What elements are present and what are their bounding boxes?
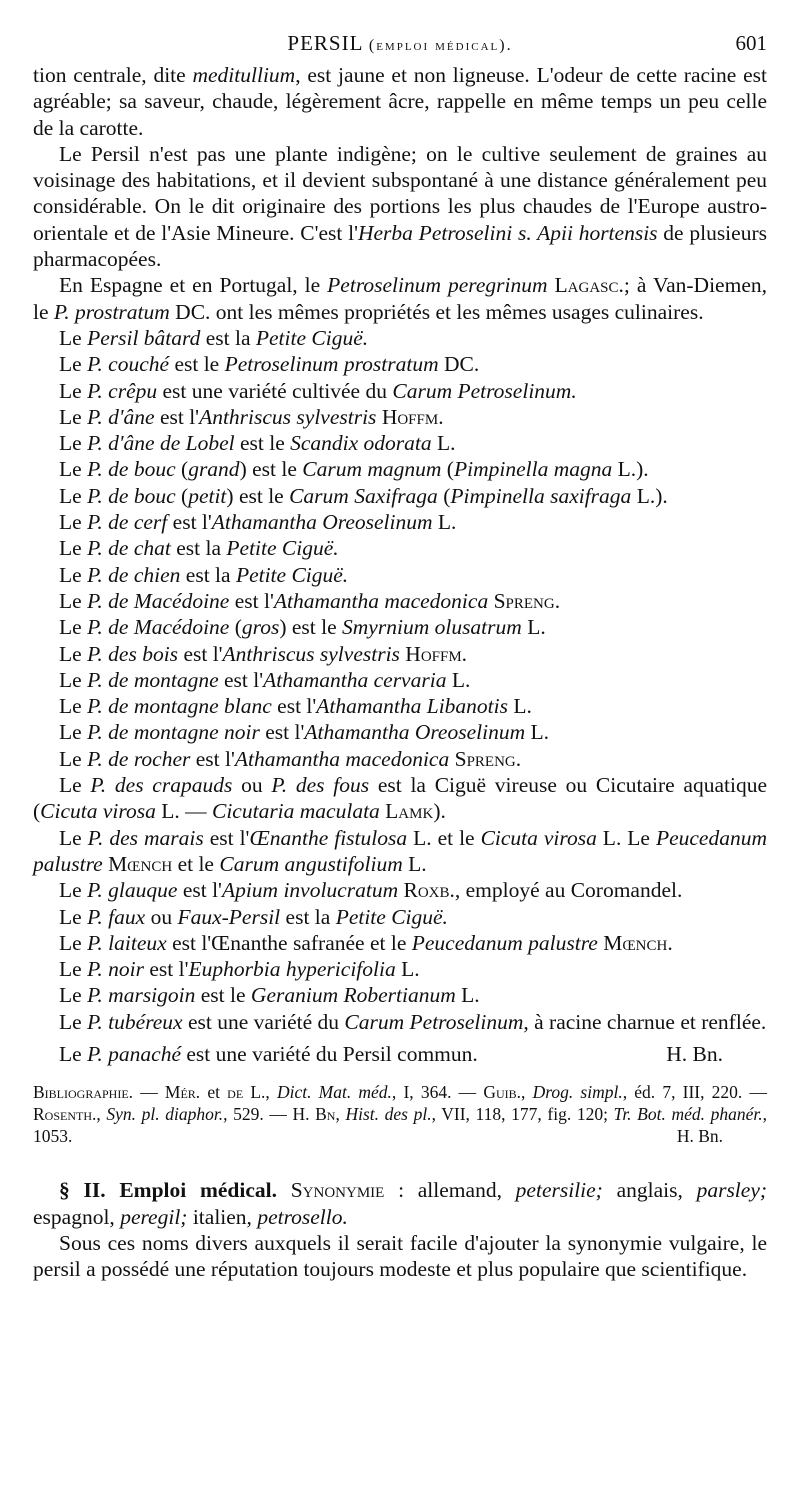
italic-text: gros	[241, 615, 280, 640]
text-run	[548, 273, 555, 297]
text-run: est l'	[154, 404, 200, 429]
text-run: L. —	[155, 799, 212, 824]
italic-text: P. de Macédoine	[87, 615, 230, 640]
bibliography	[33, 1081, 767, 1147]
text-run: Le	[59, 825, 88, 850]
text-run: , 529. — H.	[223, 1104, 316, 1125]
italic-text: Scandix odorata	[290, 431, 432, 456]
italic-text: P. crêpu	[87, 378, 158, 403]
italic-text: Persil bâtard	[87, 325, 201, 350]
text-run: est le	[234, 431, 291, 456]
italic-text: peregil;	[120, 1204, 188, 1229]
text-run: L.	[431, 431, 456, 456]
italic-text: Carum Petroselinum	[344, 1009, 524, 1034]
small-caps-text: Spreng.	[493, 588, 561, 613]
paragraph	[33, 535, 767, 561]
text-run: est une variété du Persil commun.	[181, 1041, 478, 1066]
italic-text: P. faux	[87, 904, 146, 929]
running-title-sub: (emploi médical).	[368, 37, 513, 54]
italic-text: petrosello.	[257, 1204, 348, 1229]
paragraph	[33, 272, 767, 325]
italic-text: P. tubéreux	[87, 1009, 183, 1034]
text-run: L.	[446, 667, 471, 692]
text-run: L.	[455, 983, 480, 1008]
text-run: Le	[59, 510, 88, 535]
italic-text: Apium involucratum	[221, 878, 399, 903]
italic-text: Herba Petroselini s. Apii hortensis	[357, 220, 658, 245]
italic-text: meditullium	[192, 63, 296, 87]
text-run: est l'Œnanthe safranée et le	[166, 930, 412, 955]
italic-text: Carum angustifolium	[219, 851, 403, 876]
text-run: Le	[59, 1041, 88, 1066]
paragraph	[33, 877, 767, 903]
text-run: (	[441, 457, 454, 482]
italic-text: P. d'âne	[87, 404, 155, 429]
italic-text: P. de montagne blanc	[87, 694, 272, 719]
text-run: L.	[432, 510, 457, 535]
text-run: Le	[59, 588, 88, 613]
paragraph-list	[33, 62, 767, 1035]
text-run: anglais,	[602, 1178, 697, 1203]
paragraph	[33, 325, 767, 351]
text-run: Le	[59, 352, 88, 377]
text-run: (	[437, 483, 451, 508]
italic-text: Athamantha Oreoselinum	[211, 510, 433, 535]
italic-text: Pimpinella saxifraga	[450, 483, 632, 508]
italic-text: Dict. Mat. méd.	[276, 1082, 392, 1103]
italic-text: P. de Macédoine	[87, 588, 230, 613]
text-run: DC.	[438, 352, 480, 377]
text-run: ) est le	[239, 457, 303, 482]
text-run: est le	[169, 352, 225, 377]
italic-text: Athamantha Oreoselinum	[304, 720, 526, 745]
italic-text: Petite Ciguë.	[255, 325, 369, 350]
paragraph	[33, 693, 767, 719]
paragraph	[33, 562, 767, 588]
paragraph	[33, 614, 767, 640]
running-title	[33, 28, 767, 61]
section-number: § II.	[59, 1178, 106, 1203]
small-caps-text: Guib.	[483, 1082, 522, 1103]
italic-text: P. laiteux	[87, 930, 167, 955]
text-run: est la Ciguë vireuse ou Cicutaire aquatique (	[33, 773, 767, 824]
text-run: L.	[402, 851, 427, 876]
text-run: est l'	[167, 510, 212, 535]
italic-text: Carum magnum	[302, 457, 442, 482]
paragraph	[33, 641, 767, 667]
text-run: (	[175, 457, 189, 482]
text-run: est l'	[177, 878, 222, 903]
paragraph	[33, 378, 767, 404]
italic-text: P. noir	[87, 957, 145, 982]
italic-text: Athamantha macedonica	[234, 746, 450, 771]
text-run: est l'	[218, 667, 264, 692]
text-run: et	[200, 1082, 228, 1103]
text-run: Le	[59, 904, 88, 929]
paragraph	[33, 141, 767, 272]
italic-text: Petroselinum peregrinum	[327, 273, 548, 298]
text-run: est l'	[178, 641, 223, 666]
text-run: (	[175, 483, 189, 508]
italic-text: parsley;	[696, 1178, 768, 1203]
section-heading	[33, 1177, 767, 1230]
italic-text: Carum Petroselinum.	[392, 378, 577, 403]
italic-text: Pimpinella magna	[453, 457, 613, 482]
text-run: Le	[59, 878, 88, 903]
paragraph	[33, 930, 767, 956]
text-run: —	[133, 1082, 165, 1103]
text-run: tion centrale, dite	[33, 63, 193, 87]
italic-text: P. prostratum	[53, 299, 170, 324]
text-run: L.	[525, 720, 549, 745]
section-title: Emploi médical.	[119, 1178, 277, 1203]
paragraph	[33, 351, 767, 377]
italic-text: Hist. des pl.	[345, 1104, 432, 1125]
body-text	[33, 62, 767, 1282]
text-run: est une variété du	[182, 1009, 345, 1034]
text-run: L.	[395, 957, 420, 982]
italic-text: Petite Ciguë.	[335, 904, 448, 929]
text-run: ou	[145, 904, 178, 929]
text-run: , éd. 7, III, 220. —	[622, 1082, 767, 1103]
small-caps-text: Lamk	[385, 799, 434, 824]
text-run: est l'	[203, 825, 250, 850]
text-run: ) est le	[279, 615, 343, 640]
small-caps-text: Spreng.	[454, 746, 522, 771]
italic-text: Faux-Persil	[177, 904, 281, 929]
text-run: Le	[59, 1009, 88, 1034]
text-run: Le	[59, 615, 88, 640]
text-run: ) est le	[226, 483, 290, 508]
italic-text: Athamantha macedonica	[273, 588, 489, 613]
italic-text: Athamantha cervaria	[263, 667, 447, 692]
text-run	[277, 1178, 291, 1202]
text-run: et le	[172, 851, 220, 876]
small-caps-text: Hoffm.	[381, 404, 444, 429]
italic-text: P. de montagne noir	[87, 720, 260, 745]
paragraph	[33, 588, 767, 614]
text-run: est l'	[144, 957, 189, 982]
paragraph	[33, 404, 767, 430]
small-caps-text: de	[227, 1082, 244, 1103]
paragraph	[33, 667, 767, 693]
running-title-main: PERSIL	[287, 31, 363, 55]
paragraph	[33, 509, 767, 535]
text-run: DC. ont les mêmes propriétés et les mêmes usages culinaires.	[169, 299, 704, 324]
small-caps-text: Rosenth.	[33, 1104, 97, 1125]
text-run: est l'	[190, 746, 235, 771]
italic-text: P. des marais	[87, 825, 204, 850]
italic-text: P. de chat	[87, 536, 171, 561]
small-caps-text: Roxb.	[403, 878, 455, 903]
text-run: est le	[195, 983, 251, 1008]
text-run: Le	[59, 720, 88, 745]
italic-text: P. de cerf	[87, 510, 168, 535]
text-run: est la	[170, 536, 227, 561]
text-run: ,	[335, 1104, 346, 1125]
paragraph	[33, 483, 767, 509]
italic-text: petersilie;	[515, 1178, 603, 1203]
text-run: italien,	[187, 1204, 258, 1229]
paragraph	[33, 772, 767, 825]
italic-text: P. couché	[87, 352, 170, 377]
article-signature: H. Bn.	[666, 1041, 723, 1066]
italic-text: Tr. Bot. méd. phanér.	[613, 1104, 763, 1125]
text-run: L.	[508, 694, 532, 719]
paragraph	[33, 982, 767, 1008]
text-run: , 1053.	[33, 1104, 768, 1147]
text-run: Le	[59, 483, 88, 508]
text-run: est la	[180, 562, 236, 587]
last-entry-text	[59, 1041, 478, 1067]
last-entry-line	[33, 1041, 767, 1067]
text-run: Le	[59, 930, 88, 955]
italic-text: Euphorbia hypericifolia	[188, 957, 396, 982]
text-run: Le	[59, 983, 88, 1008]
italic-text: P. des fous	[271, 773, 370, 798]
text-run: L.	[521, 615, 546, 640]
text-run: ,	[521, 1082, 533, 1103]
text-run: L.).	[631, 483, 668, 508]
text-run: Le	[59, 431, 88, 456]
italic-text: Petroselinum prostratum	[224, 352, 439, 377]
small-caps-text: Mœnch	[108, 851, 173, 876]
paragraph	[33, 825, 767, 878]
text-run: L. Le	[596, 825, 656, 850]
text-run: Le	[59, 694, 88, 719]
italic-text: Peucedanum palustre	[411, 930, 598, 955]
bibliography-signature: H. Bn.	[676, 1126, 723, 1147]
italic-text: P. de bouc	[87, 483, 176, 508]
text-run: Le	[59, 536, 88, 561]
text-run: est la	[200, 325, 256, 350]
italic-text: P. de bouc	[87, 457, 176, 482]
italic-text: petit	[188, 483, 227, 508]
italic-text: Anthriscus sylvestris	[222, 641, 400, 666]
italic-text: Cicuta virosa	[480, 825, 597, 850]
text-run: L. et le	[407, 825, 481, 850]
text-run: Le	[59, 562, 88, 587]
text-run: est l'	[271, 694, 317, 719]
italic-text: P. des bois	[87, 641, 179, 666]
text-run: : allemand,	[384, 1178, 516, 1203]
paragraph	[33, 904, 767, 930]
italic-text: Carum Saxifraga	[289, 483, 438, 508]
text-run: est l'	[259, 720, 305, 745]
small-caps-text: Mér.	[164, 1082, 201, 1103]
italic-text: Cicutaria maculata	[211, 799, 380, 824]
italic-text: Petite Ciguë.	[226, 536, 339, 561]
text-run: (	[229, 615, 242, 640]
text-run: Le	[59, 746, 88, 771]
text-run: ou	[232, 773, 272, 798]
paragraph	[33, 1009, 767, 1035]
section-emploi-medical	[33, 1177, 767, 1282]
small-caps-text: Hoffm.	[405, 641, 468, 666]
text-run: Le	[59, 957, 88, 982]
italic-text: Athamantha Libanotis	[316, 694, 508, 719]
text-run: Le	[59, 641, 88, 666]
italic-text: Smyrnium olusatrum	[342, 615, 522, 640]
small-caps-text: Lagasc.	[554, 273, 624, 298]
bibliography-text	[33, 1082, 767, 1146]
text-run: Le	[59, 667, 88, 692]
italic-text: grand	[188, 457, 240, 482]
italic-text: P. marsigoin	[87, 983, 196, 1008]
page-number: 601	[735, 31, 767, 55]
italic-text: P. de rocher	[87, 746, 191, 771]
italic-text: P. glauque	[87, 878, 178, 903]
paragraph	[33, 62, 767, 141]
italic-text: P. des crapauds	[90, 773, 233, 798]
text-run: , à racine charnue et renflée.	[523, 1009, 767, 1034]
italic-text: Drog. simpl.	[532, 1082, 623, 1103]
text-run: Le	[59, 404, 88, 429]
small-caps-text: Bn	[315, 1104, 336, 1125]
text-run: ; à Van-Diemen, le	[33, 273, 767, 324]
paragraph	[33, 746, 767, 772]
text-run: , I, 364. —	[391, 1082, 484, 1103]
text-run: , VII, 118, 177, fig. 120;	[431, 1104, 614, 1125]
small-caps-text: Synonymie	[290, 1178, 385, 1203]
text-run: , employé au Coromandel.	[454, 878, 683, 903]
running-head	[33, 28, 767, 58]
italic-text: Œnanthe fistulosa	[249, 825, 408, 850]
text-run: Le	[59, 378, 88, 403]
italic-text: Peucedanum palustre	[33, 825, 767, 876]
text-run: L.).	[612, 457, 649, 482]
small-caps-text: Bibliographie.	[33, 1082, 134, 1103]
text-run: de plusieurs pharmacopées.	[33, 220, 767, 272]
italic-text: P. de chien	[87, 562, 181, 587]
text-run: Le	[59, 325, 88, 350]
text-run: Le	[59, 457, 88, 482]
text-run: L.,	[243, 1082, 277, 1103]
paragraph	[33, 456, 767, 482]
italic-text: P. panaché	[87, 1041, 182, 1066]
italic-text: P. de montagne	[87, 667, 219, 692]
italic-text: Cicuta virosa	[40, 799, 156, 824]
italic-text: P. d'âne de Lobel	[87, 431, 235, 456]
text-run: est une variété cultivée du	[157, 378, 393, 403]
text-run: espagnol,	[33, 1204, 121, 1229]
paragraph	[33, 430, 767, 456]
text-run: En Espagne et en Portugal, le	[59, 273, 328, 298]
section-paragraph: Sous ces noms divers auxquels il serait facile d'ajouter la synonymie vulgaire, le persil a possédé une réputation toujours modeste et plus populaire que scientifique.	[33, 1230, 767, 1282]
text-run: , est jaune et non ligneuse. L'odeur de cette racine est agréable; sa saveur, chaude, légèrement âcre, rappelle en même temps un peu celle de la carotte.	[33, 63, 767, 140]
paragraph	[33, 719, 767, 745]
text-run: Le	[59, 773, 91, 798]
text-run: ).	[433, 799, 446, 824]
paragraph	[33, 956, 767, 982]
text-run: Le Persil n'est pas une plante indigène; on le cultive seulement de graines au voisinage des habitations, et il devient subspontané à une distance généralement peu considérable. On le dit originaire des portions les plus chaudes de l'Europe austro-orientale et de l'Asie Mineure. C'est l'	[33, 141, 767, 245]
italic-text: Petite Ciguë.	[235, 562, 349, 587]
small-caps-text: Mœnch.	[603, 930, 673, 955]
italic-text: Syn. pl. diaphor.	[106, 1104, 224, 1125]
italic-text: Anthriscus sylvestris	[199, 404, 377, 429]
text-run: est la	[280, 904, 336, 929]
text-run: ,	[96, 1104, 107, 1125]
italic-text: Geranium Robertianum	[250, 983, 456, 1008]
text-run: est l'	[229, 588, 274, 613]
